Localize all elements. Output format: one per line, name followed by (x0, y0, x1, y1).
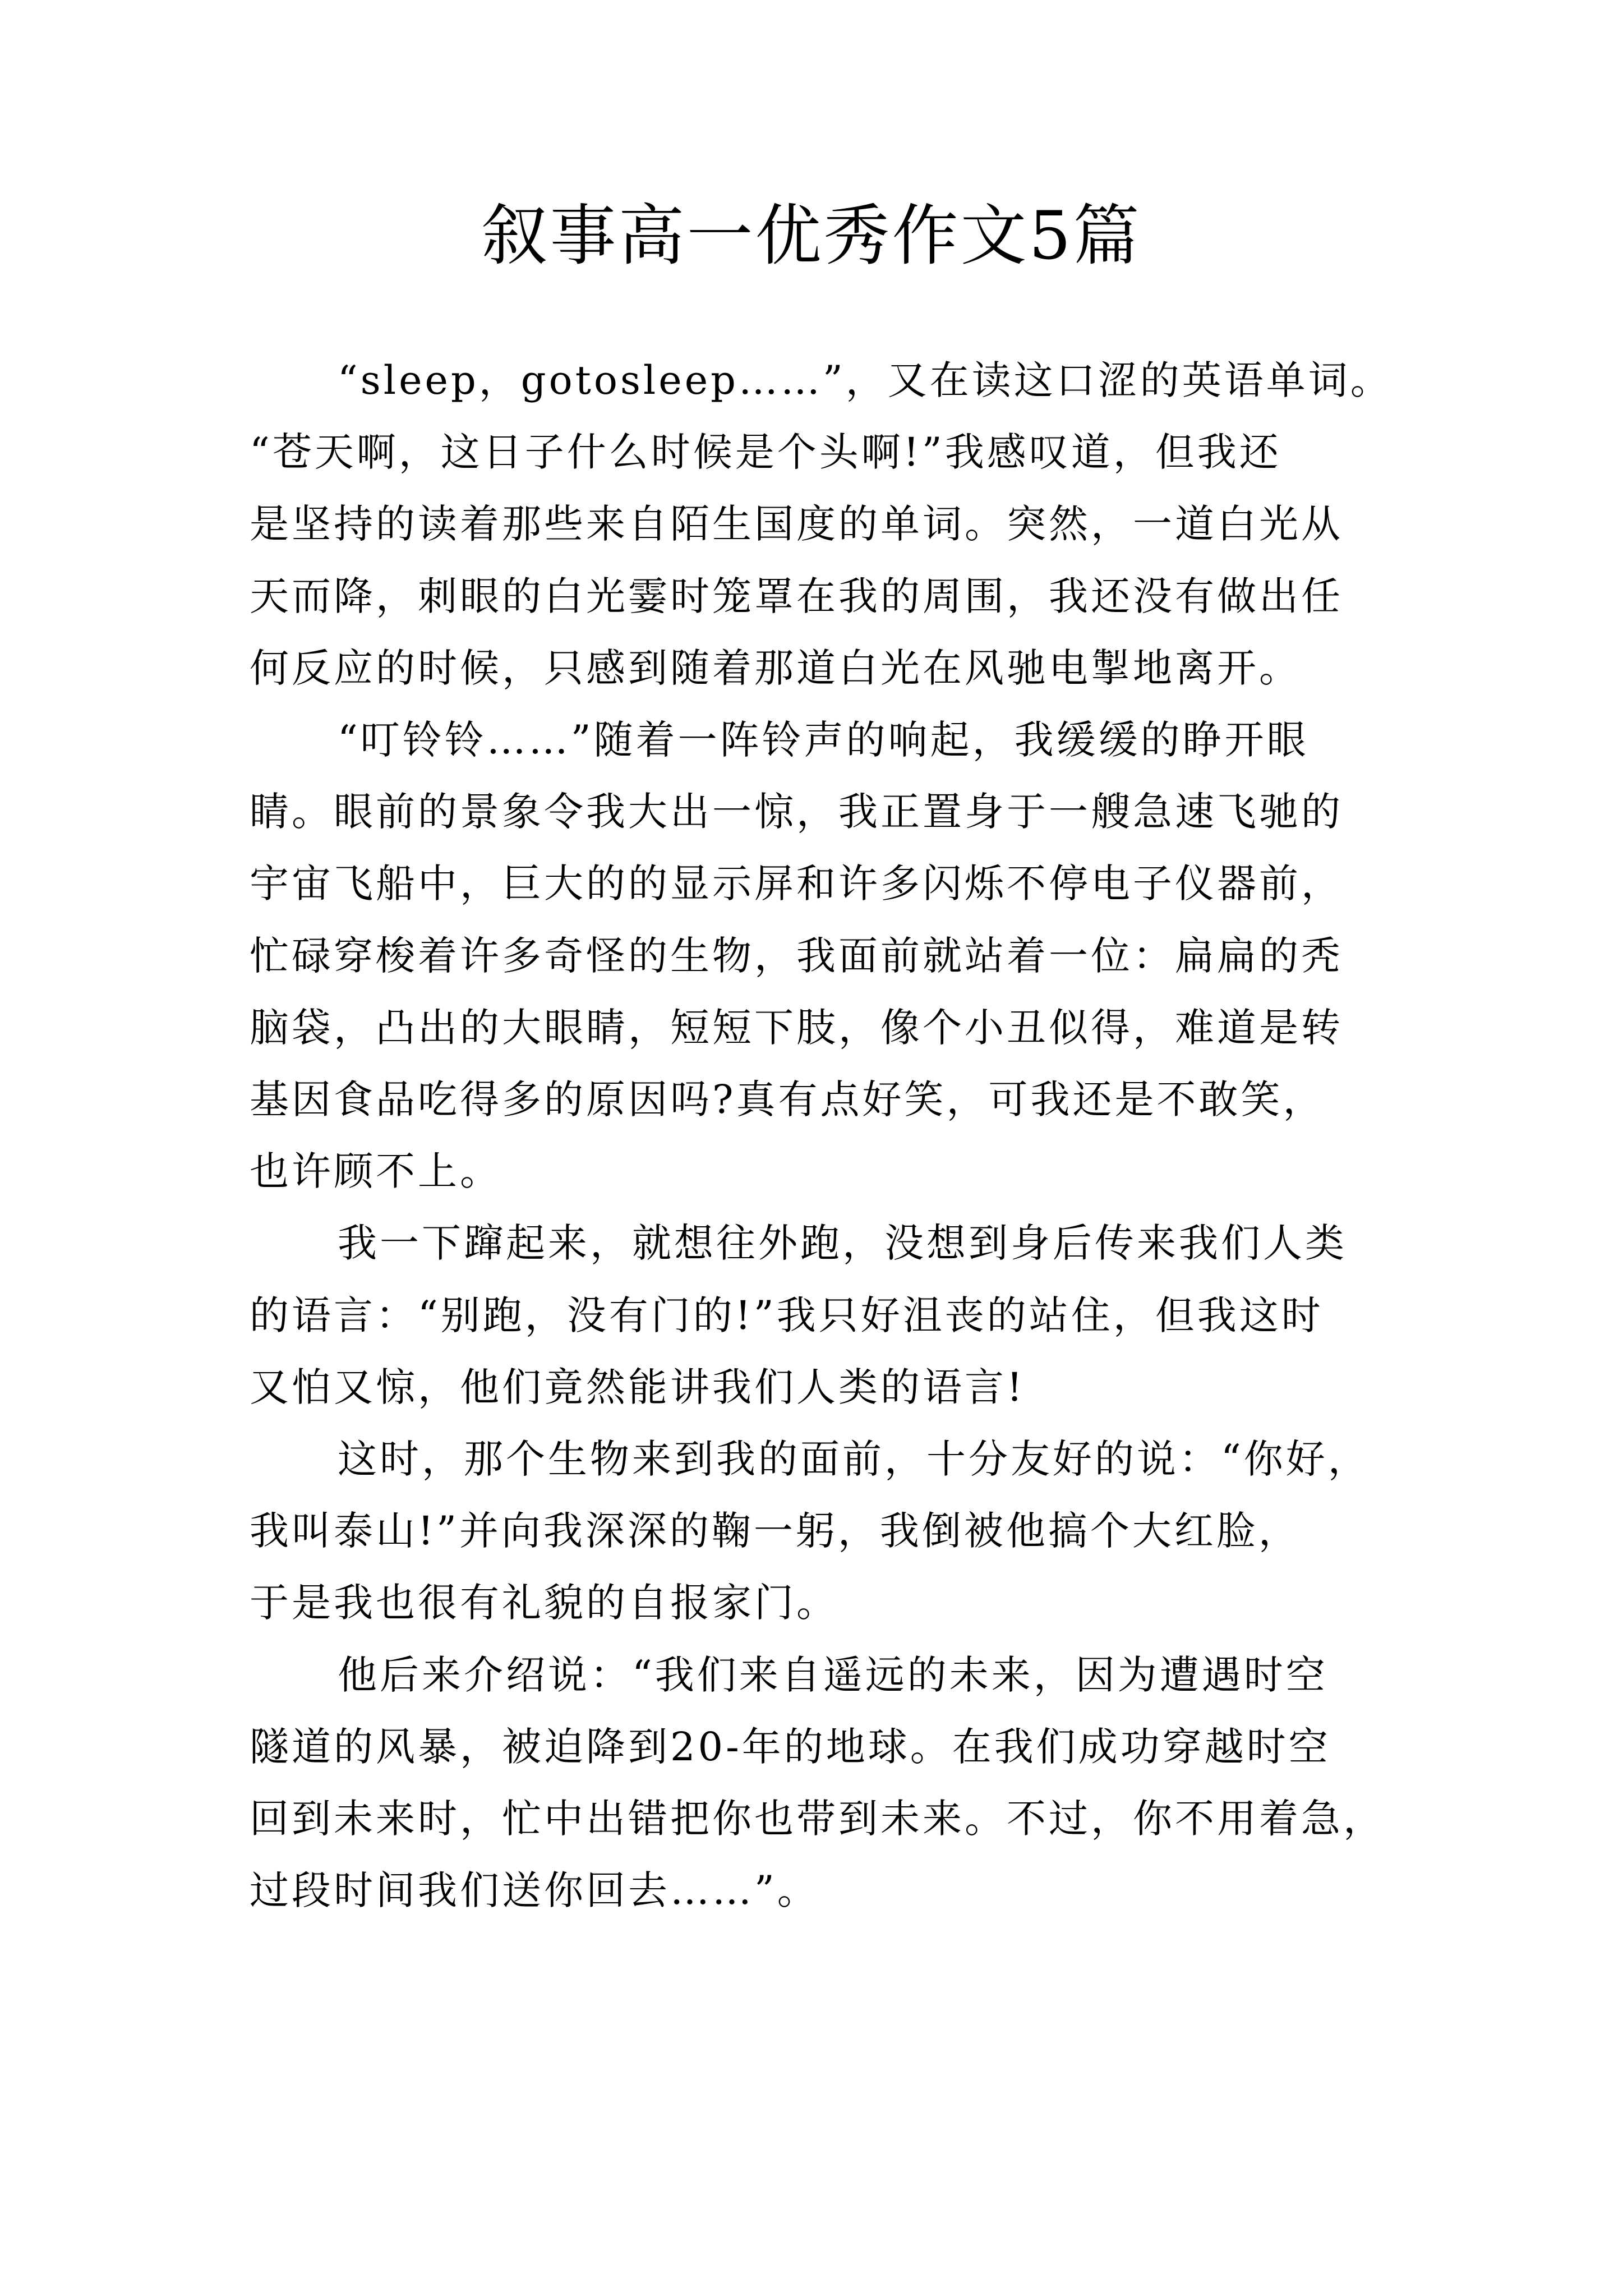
text-line: 我一下蹿起来，就想往外跑，没想到身后传来我们人类 (338, 1220, 1347, 1267)
text-line: 回到未来时，忙中出错把你也带到未来。不过，你不用着急， (250, 1796, 1385, 1842)
text-line: 是坚持的读着那些来自陌生国度的单词。突然，一道白光从 (250, 501, 1343, 547)
paragraph-1 (250, 344, 1399, 704)
text-line: 又怕又惊，他们竟然能讲我们人类的语言! (250, 1364, 1026, 1410)
text-line: 忙碌穿梭着许多奇怪的生物，我面前就站着一位：扁扁的秃 (250, 932, 1343, 979)
paragraph-2 (250, 704, 1399, 1207)
text-line: 这时，那个生物来到我的面前，十分友好的说：“你好， (338, 1436, 1370, 1483)
text-line: 宇宙飞船中，巨大的的显示屏和许多闪烁不停电子仪器前， (250, 861, 1343, 907)
text-line: 睛。眼前的景象令我大出一惊，我正置身于一艘急速飞驰的 (250, 789, 1343, 835)
text-line: 也许顾不上。 (250, 1148, 502, 1195)
text-line: 脑袋，凸出的大眼睛，短短下肢，像个小丑似得，难道是转 (250, 1004, 1343, 1051)
text-line: 他后来介绍说：“我们来自遥远的未来，因为遭遇时空 (338, 1651, 1328, 1698)
text-line: “苍天啊，这日子什么时候是个头啊!”我感叹道，但我还 (250, 429, 1281, 476)
text-line: “sleep，gotosleep……”，又在读这口涩的英语单词。 (338, 357, 1393, 403)
paragraph-5 (250, 1639, 1399, 1927)
paragraph-4 (250, 1423, 1399, 1639)
page-title: 叙事高一优秀作文5篇 (481, 197, 1142, 274)
document-body (250, 344, 1399, 1926)
text-line: “叮铃铃……”随着一阵铃声的响起，我缓缓的睁开眼 (338, 717, 1309, 763)
text-line: 天而降，刺眼的白光霎时笼罩在我的周围，我还没有做出任 (250, 573, 1343, 619)
text-line: 基因食品吃得多的原因吗?真有点好笑，可我还是不敢笑， (250, 1076, 1325, 1123)
text-line: 的语言：“别跑，没有门的!”我只好沮丧的站住，但我这时 (250, 1292, 1324, 1338)
text-line: 何反应的时候，只感到随着那道白光在风驰电掣地离开。 (250, 645, 1301, 691)
text-line: 过段时间我们送你回去……”。 (250, 1867, 819, 1914)
text-line: 我叫泰山!”并向我深深的鞠一躬，我倒被他搞个大红脸， (250, 1508, 1301, 1554)
text-line: 于是我也很有礼貌的自报家门。 (250, 1580, 838, 1626)
paragraph-3 (250, 1207, 1399, 1423)
text-line: 隧道的风暴，被迫降到20-年的地球。在我们成功穿越时空 (250, 1723, 1331, 1770)
